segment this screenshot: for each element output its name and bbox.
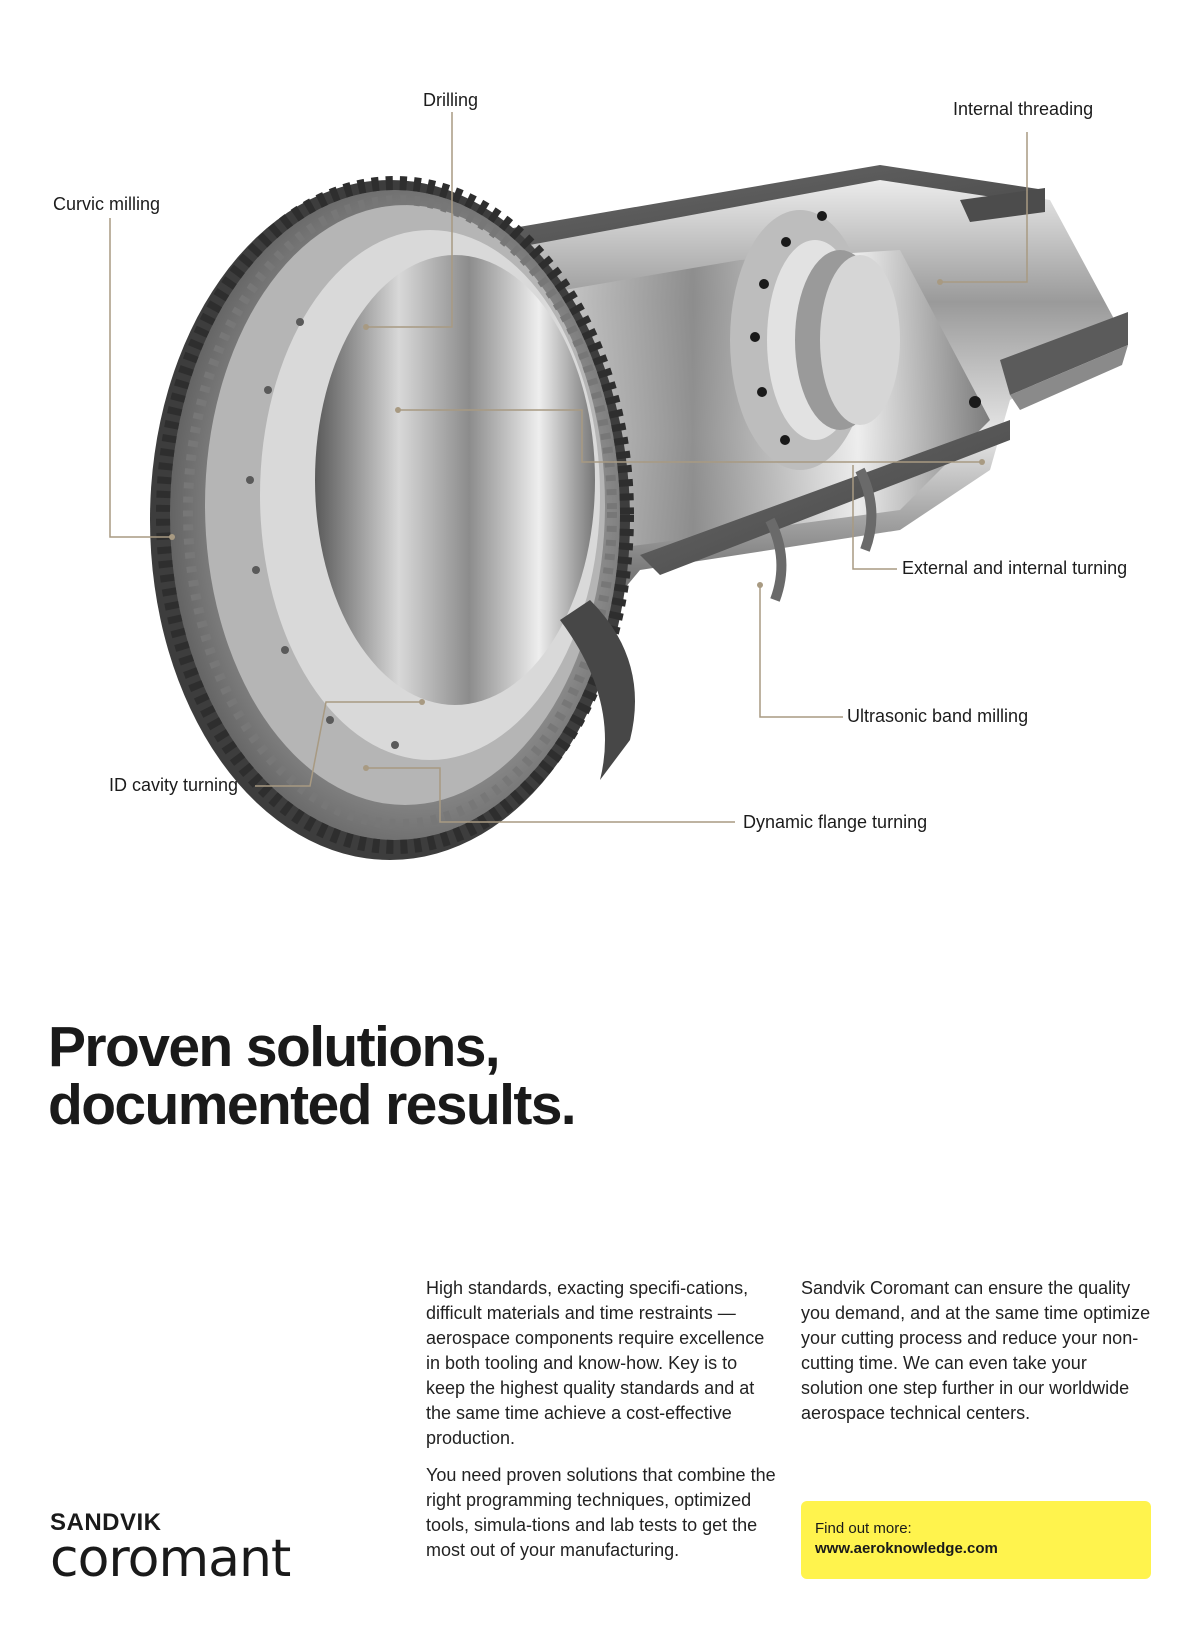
cta-url-link[interactable]: www.aeroknowledge.com xyxy=(815,1540,998,1557)
headline-line-1: Proven solutions, xyxy=(48,1015,500,1079)
logo-line-2: coromant xyxy=(50,1529,291,1589)
callout-drilling: Drilling xyxy=(423,90,479,110)
cta-label: Find out more: xyxy=(815,1520,912,1537)
find-out-more-box[interactable] xyxy=(801,1501,1151,1579)
curvic-flange xyxy=(150,180,635,860)
body-column-right xyxy=(801,1276,1151,1438)
callout-curvic-milling: Curvic milling xyxy=(53,194,161,214)
callout-dynamic-flange-turning: Dynamic flange turning xyxy=(743,812,928,832)
callout-id-cavity-turning: ID cavity turning xyxy=(109,775,239,795)
headline-line-2: documented results. xyxy=(48,1073,576,1137)
callout-internal-threading: Internal threading xyxy=(953,99,1094,119)
body-column-left xyxy=(426,1276,776,1575)
sandvik-coromant-logo xyxy=(50,1509,291,1589)
body-paragraph: Sandvik Coromant can ensure the quality you demand, and at the same time optimize your cutting process and reduce your non-cutting time. We can even take your solution one step further in our worldwide aerospace technical centers. xyxy=(801,1278,1151,1423)
callout-ultrasonic-band-milling: Ultrasonic band milling xyxy=(847,706,1029,726)
body-paragraph: You need proven solutions that combine the right programming techniques, optimized tools, simula-tions and lab tests to get the most out of your manufacturing. xyxy=(426,1465,776,1560)
logo-line-1: SANDVIK xyxy=(50,1509,162,1536)
body-paragraph: High standards, exacting specifi-cations, difficult materials and time restraints — aerospace components require excellence in both tooling and know-how. Key is to keep the highest quality standards and at the same time achieve a cost-effective production. xyxy=(426,1278,765,1448)
page-headline xyxy=(48,1015,576,1137)
callout-external-internal-turning: External and internal turning xyxy=(902,558,1128,578)
